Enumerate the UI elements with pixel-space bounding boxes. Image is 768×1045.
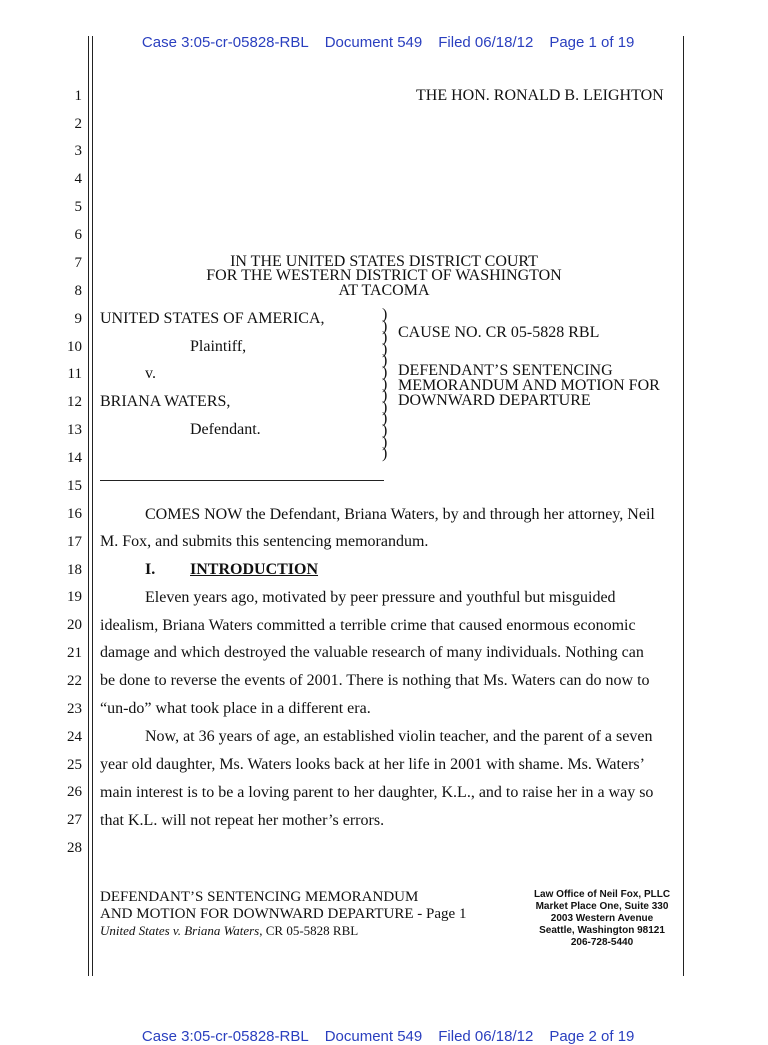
right-margin-rule — [683, 36, 684, 976]
body-text-line: Now, at 36 years of age, an established violin teacher, and the parent of a seven — [145, 728, 653, 745]
body-text-line: damage and which destroyed the valuable research of many individuals. Nothing can — [100, 644, 644, 661]
law-firm-address-2: 2003 Western Avenue — [550, 913, 654, 924]
document-title-line-3: DOWNWARD DEPARTURE — [398, 392, 591, 409]
caption-rule — [100, 480, 384, 481]
body-text-line: “un-do” what took place in a different era. — [100, 700, 371, 717]
document-title-line-1: DEFENDANT’S SENTENCING — [398, 362, 613, 379]
cause-number: CAUSE NO. CR 05-5828 RBL — [398, 324, 600, 341]
court-heading-line-2: FOR THE WESTERN DISTRICT OF WASHINGTON — [206, 267, 562, 284]
law-firm-city: Seattle, Washington 98121 — [539, 925, 665, 936]
body-text-line: that K.L. will not repeat her mother’s errors. — [100, 812, 385, 829]
line-number: 27 — [67, 812, 82, 828]
line-number: 19 — [67, 589, 82, 605]
footer-case-number: , CR 05-5828 RBL — [259, 923, 359, 938]
line-number: 9 — [74, 311, 82, 327]
document-number: Document 549 — [324, 34, 423, 51]
law-firm-name: Law Office of Neil Fox, PLLC — [533, 889, 671, 900]
defendant-name: BRIANA WATERS, — [100, 393, 231, 410]
body-text-line: COMES NOW the Defendant, Briana Waters, by and through her attorney, Neil — [145, 506, 655, 523]
footer-title-line-1: DEFENDANT’S SENTENCING MEMORANDUM — [100, 889, 419, 905]
filing-header — [0, 17, 768, 51]
caption-bracket: ) ) ) ) ) ) ) ) ) ) ) ) ) — [382, 306, 388, 463]
line-number: 17 — [67, 534, 82, 550]
line-number: 24 — [67, 729, 82, 745]
line-number: 7 — [74, 255, 82, 271]
court-heading-line-3: AT TACOMA — [338, 282, 430, 299]
line-number: 16 — [67, 506, 82, 522]
line-number: 23 — [67, 701, 82, 717]
line-number: 2 — [74, 116, 82, 132]
law-firm-phone: 206-728-5440 — [570, 937, 634, 948]
section-heading: INTRODUCTION — [190, 561, 319, 578]
line-number: 25 — [67, 757, 82, 773]
line-number: 4 — [74, 171, 82, 187]
body-text-line: main interest is to be a loving parent to her daughter, K.L., and to raise her in a way so — [100, 784, 654, 801]
left-margin-rule-outer — [88, 36, 89, 976]
footer-case-name: United States v. Briana Waters — [100, 923, 260, 938]
page-indicator: Page 1 of 19 — [549, 34, 635, 51]
left-margin-rule-inner — [92, 36, 93, 976]
line-number: 18 — [67, 562, 82, 578]
footer-case — [100, 924, 358, 938]
line-number: 20 — [67, 617, 82, 633]
document-number: Document 549 — [324, 1028, 423, 1045]
body-text-line: M. Fox, and submits this sentencing memorandum. — [100, 533, 429, 550]
case-number: Case 3:05-cr-05828-RBL — [141, 34, 309, 51]
line-number: 22 — [67, 673, 82, 689]
plaintiff-role: Plaintiff, — [190, 338, 247, 355]
line-number: 1 — [74, 88, 82, 104]
law-firm-block — [520, 889, 684, 949]
line-number: 26 — [67, 784, 82, 800]
line-number: 10 — [67, 339, 82, 355]
body-text-line: Eleven years ago, motivated by peer pressure and youthful but misguided — [145, 589, 616, 606]
line-number: 15 — [67, 478, 82, 494]
versus: v. — [145, 365, 156, 382]
case-number: Case 3:05-cr-05828-RBL — [141, 1028, 309, 1045]
line-number: 28 — [67, 840, 82, 856]
judge-name: THE HON. RONALD B. LEIGHTON — [416, 87, 664, 104]
body-text-line: year old daughter, Ms. Waters looks back at her life in 2001 with shame. Ms. Waters’ — [100, 756, 645, 773]
section-number: I. — [145, 561, 156, 578]
court-heading-line-1: IN THE UNITED STATES DISTRICT COURT — [230, 253, 538, 270]
line-number: 8 — [74, 283, 82, 299]
law-firm-address-1: Market Place One, Suite 330 — [535, 901, 669, 912]
plaintiff-name: UNITED STATES OF AMERICA, — [100, 310, 325, 327]
body-text-line: idealism, Briana Waters committed a terrible crime that caused enormous economic — [100, 617, 636, 634]
line-number: 13 — [67, 422, 82, 438]
document-title-line-2: MEMORANDUM AND MOTION FOR — [398, 377, 660, 394]
page-indicator: Page 2 of 19 — [549, 1028, 635, 1045]
line-number: 21 — [67, 645, 82, 661]
next-page-header — [0, 1011, 768, 1045]
defendant-role: Defendant. — [190, 421, 261, 438]
filed-date: Filed 06/18/12 — [438, 1028, 534, 1045]
body-text-line: be done to reverse the events of 2001. There is nothing that Ms. Waters can do now to — [100, 672, 650, 689]
line-number: 3 — [74, 143, 82, 159]
line-number: 6 — [74, 227, 82, 243]
line-number: 12 — [67, 394, 82, 410]
filed-date: Filed 06/18/12 — [438, 34, 534, 51]
line-number: 5 — [74, 199, 82, 215]
footer-title-line-2: AND MOTION FOR DOWNWARD DEPARTURE - Page 1 — [100, 906, 467, 922]
line-number: 11 — [67, 366, 82, 382]
line-number: 14 — [67, 450, 82, 466]
